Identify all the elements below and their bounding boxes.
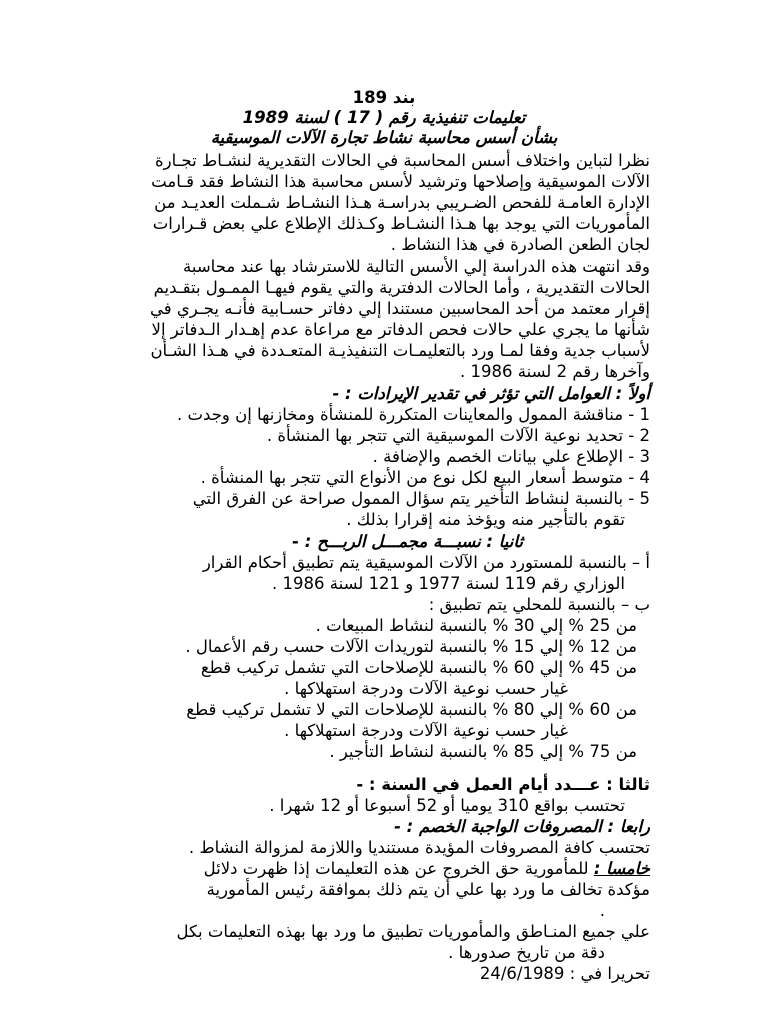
closing-line-2: دقة من تاريخ صدورها .	[448, 943, 605, 962]
section5-text-2: مؤكدة تخالف ما ورد بها علي أن يتم ذلك بموافقة رئيس المأمورية	[206, 880, 650, 899]
rate-line-7: من 75 % إلي 85 % بالنسبة لنشاط التأجير .	[329, 742, 637, 761]
intro-line-3: الإدارة العامـة للفحص الضـريبي بدراسـة هـذا النشـاط شـملت العديـد من	[154, 193, 650, 212]
study-line-6: وآخرها رقم 2 لسنة 1986 .	[460, 362, 650, 381]
section1-item-2: 2 - تحديد نوعية الآلات الموسيقية التي تتجر بها المنشأة .	[266, 426, 650, 445]
subject-title: بشأن أسس محاسبة نشاط تجارة الآلات الموسيقية	[210, 128, 558, 147]
instructions-title: تعليمات تنفيذية رقم ( 17 ) لسنة 1989	[242, 108, 526, 127]
section1-item-5: 5 - بالنسبة لنشاط التأخير يتم سؤال الممول صراحة عن الفرق التي	[192, 489, 650, 508]
section3-text: تحتسب بواقع 310 يوميا أو 52 أسبوعا أو 12 شهرا .	[269, 796, 625, 815]
rate-line-5: من 60 % إلي 80 % بالنسبة للإصلاحات التي لا تشمل تركيب قطع	[186, 700, 637, 719]
study-line-3: إقرار معتمد من أحد المحاسبين مستندا إلي دفاتر حسـابية فأنـه يجـري في	[149, 299, 650, 318]
study-line-4: شأنها ما يجري علي حالات فحص الدفاتر مع مراعاة عدم إهـدار الـدفاتر إلا	[151, 320, 650, 339]
study-line-2: الحالات التقديرية ، وأما الحالات الدفترية والتي يقوم فيهـا الممـول بتقـديم	[153, 278, 650, 297]
section4-title: رابعا : المصروفات الواجبة الخصم : -	[394, 817, 650, 836]
section1-item-3: 3 - الإطلاع علي بيانات الخصم والإضافة .	[372, 447, 650, 466]
intro-line-1: نظرا لتباين واختلاف أسس المحاسبة في الحالات التقديرية لنشـاط تجـارة	[155, 151, 650, 170]
section1-item-5-continued: تقوم بالتأجير منه ويؤخذ منه إقرارا بذلك .	[346, 510, 625, 529]
section4-text: تحتسب كافة المصروفات المؤيدة مستنديا واللازمة لمزوالة النشاط .	[188, 838, 650, 857]
section5-label: خامسا :	[593, 859, 650, 878]
intro-line-2: الآلات الموسيقية وإصلاحها وترشيد لأسس محاسبة هذا النشاط فقد قـامت	[151, 172, 650, 191]
rate-line-2: من 12 % إلي 15 % بالنسبة لتوريدات الآلات حسب رقم الأعمال .	[185, 637, 637, 656]
section1-item-4: 4 - متوسط أسعار البيع لكل نوع من الأنواع التي تتجر بها المنشأة .	[200, 468, 650, 487]
study-line-5: لأسباب جدية وفقا لمـا ورد بالتعليمـات التنفيذيـة المتعـددة في هـذا الشـأن	[150, 341, 650, 360]
intro-line-4: المأموريات التي يوجد بها هـذا النشـاط وكـذلك الإطلاع علي بعض قـرارات	[152, 214, 650, 233]
section2-title: ثانيا : نسبـــة مجمـــل الربـــح : -	[292, 532, 523, 551]
section2-a-line-1: أ – بالنسبة للمستورد من الآلات الموسيقية يتم تطبيق أحكام القرار	[202, 553, 650, 572]
closing-line-1: علي جميع المنـاطق والمأموريات تطبيق ما ورد بها بهذه التعليمات بكل	[176, 922, 650, 941]
rate-line-3: من 45 % إلي 60 % بالنسبة للإصلاحات التي تشمل تركيب قطع	[200, 658, 637, 677]
section5-text-1: للمأمورية حق الخروج عن هذه التعليمات إذا ظهرت دلائل	[203, 859, 589, 878]
section2-a-line-2: الوزاري رقم 119 لسنة 1977 و 121 لسنة 1986 .	[272, 574, 625, 593]
section3-title: ثالثا : عـــدد أيام العمل في السنة : -	[356, 775, 650, 794]
closing-date: تحريرا في : 24/6/1989	[479, 964, 650, 983]
section2-b-line: ب – بالنسبة للمحلي يتم تطبيق :	[428, 595, 650, 614]
intro-line-5: لجان الطعن الصادرة في هذا النشاط .	[390, 235, 650, 254]
item-number: بند 189	[352, 88, 416, 107]
rate-line-6: غيار حسب نوعية الآلات ودرجة استهلاكها .	[284, 721, 568, 740]
section1-title: أولاً : العوامل التي تؤثر في تقدير الإيرادات : -	[332, 384, 650, 403]
section1-item-1: 1 - مناقشة الممول والمعاينات المتكررة للمنشأة ومخازنها إن وجدت .	[177, 405, 650, 424]
section5-text-3: .	[599, 901, 605, 920]
rate-line-1: من 25 % إلي 30 % بالنسبة لنشاط المبيعات .	[315, 616, 637, 635]
section5-line-1	[204, 859, 650, 879]
rate-line-4: غيار حسب نوعية الآلات ودرجة استهلاكها .	[284, 679, 568, 698]
study-line-1: وقد انتهت هذه الدراسة إلي الأسس التالية للاسترشاد بها عند محاسبة	[183, 257, 650, 276]
